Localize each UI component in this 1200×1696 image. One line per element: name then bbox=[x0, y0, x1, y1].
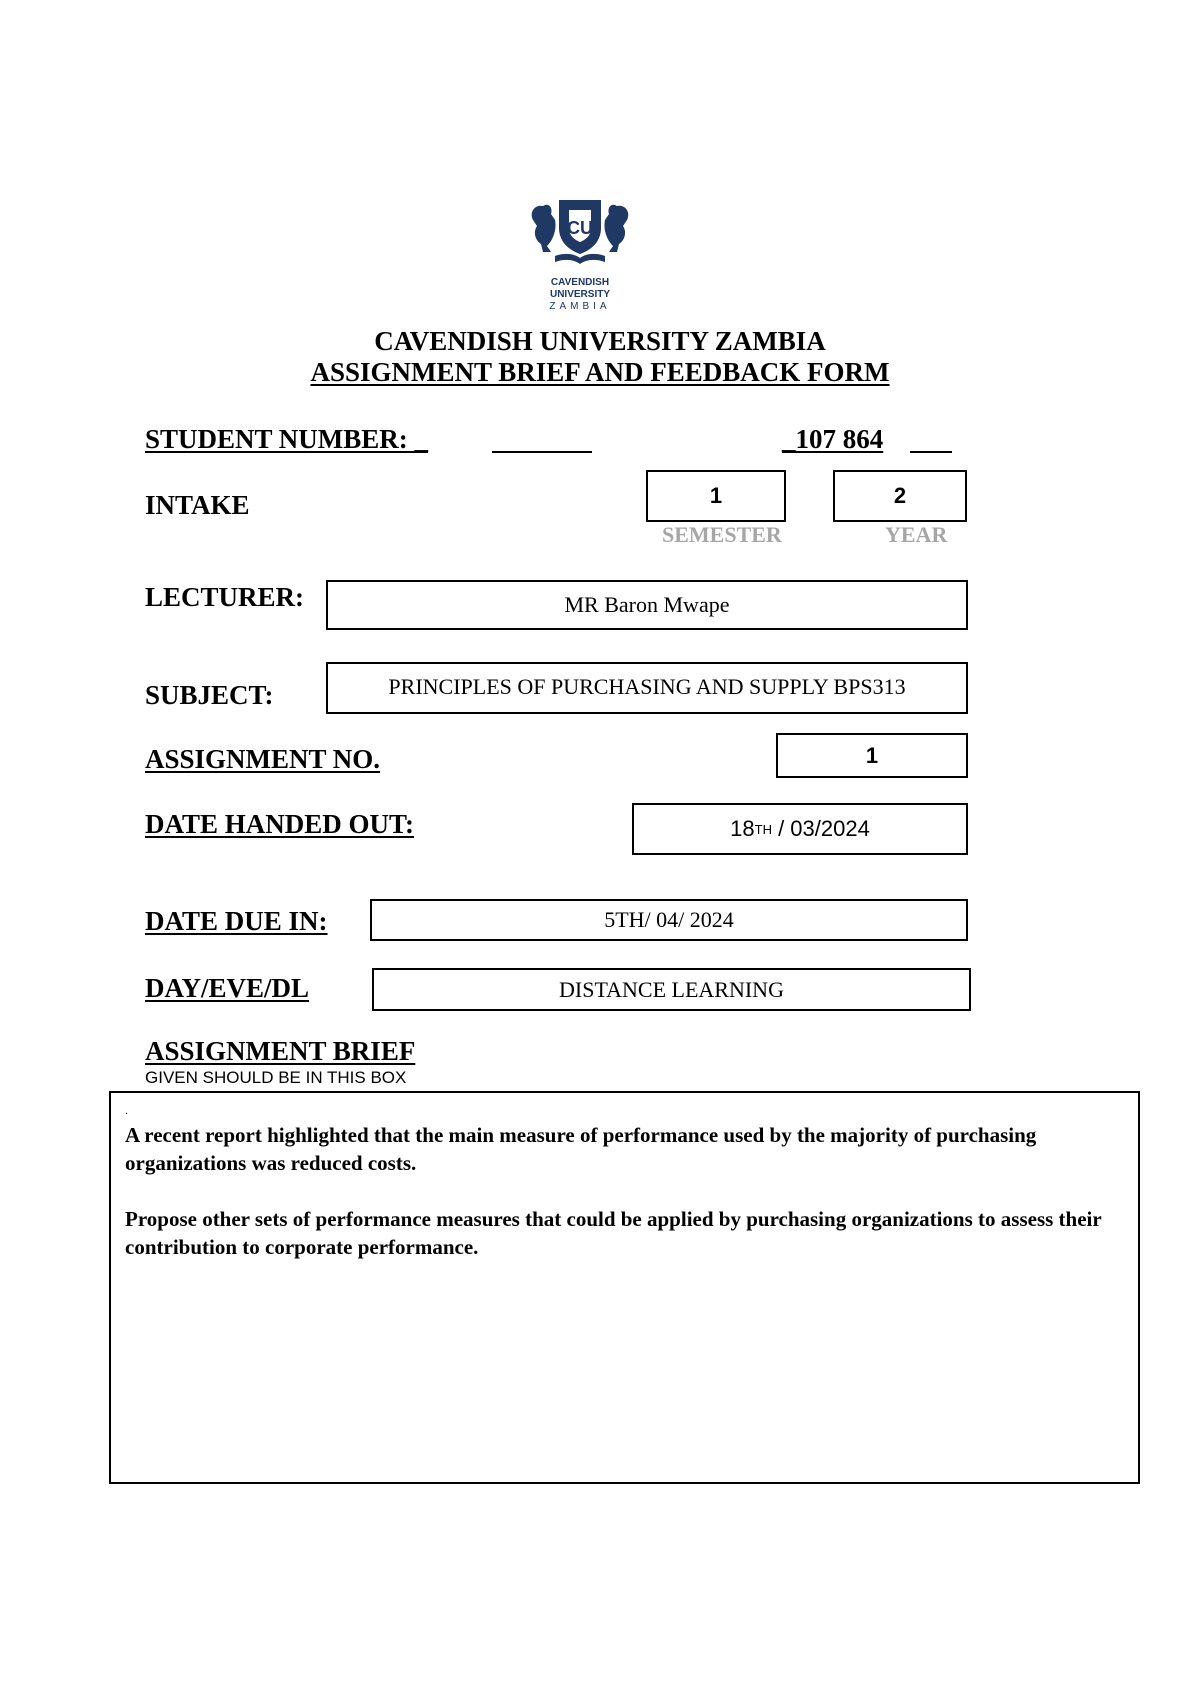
year-field[interactable]: 2 bbox=[833, 470, 967, 522]
student-number-label: STUDENT NUMBER: _ bbox=[145, 424, 429, 454]
crest-icon bbox=[525, 190, 635, 270]
study-mode-label: DAY/EVE/DL bbox=[145, 973, 310, 1003]
subject-label: SUBJECT: bbox=[145, 680, 274, 710]
date-handed-out-label: DATE HANDED OUT: bbox=[145, 809, 415, 839]
assignment-brief-note: GIVEN SHOULD BE IN THIS BOX bbox=[145, 1068, 407, 1087]
student-number-tail bbox=[910, 451, 952, 453]
page-title: CAVENDISH UNIVERSITY ZAMBIA bbox=[374, 326, 826, 356]
lecturer-label: LECTURER: bbox=[145, 582, 305, 612]
assignment-no-label: ASSIGNMENT NO. bbox=[145, 744, 381, 774]
brief-bullet: . bbox=[125, 1103, 128, 1117]
subject-field[interactable]: PRINCIPLES OF PURCHASING AND SUPPLY BPS313 bbox=[326, 662, 968, 714]
study-mode-field[interactable]: DISTANCE LEARNING bbox=[372, 968, 971, 1011]
assignment-brief-label: ASSIGNMENT BRIEF bbox=[145, 1036, 416, 1066]
date-out-suffix: TH bbox=[754, 821, 772, 837]
university-logo bbox=[525, 190, 635, 312]
logo-text: CAVENDISH UNIVERSITY ZAMBIA bbox=[549, 277, 611, 312]
date-out-rest: / 03/2024 bbox=[771, 816, 870, 841]
assignment-brief-box bbox=[109, 1091, 1140, 1484]
intake-label: INTAKE bbox=[145, 490, 250, 520]
date-due-label: DATE DUE IN: bbox=[145, 906, 328, 936]
date-out-day: 18 bbox=[730, 816, 755, 841]
brief-paragraph-2: Propose other sets of performance measures that could be applied by purchasing organizations to assess their contribution to corporate performance. bbox=[125, 1207, 1102, 1259]
student-number-blank bbox=[492, 451, 592, 453]
date-handed-out-field[interactable] bbox=[632, 803, 968, 855]
page-subtitle: ASSIGNMENT BRIEF AND FEEDBACK FORM bbox=[310, 357, 890, 387]
assignment-no-field[interactable]: 1 bbox=[776, 733, 968, 778]
svg-text:CU: CU bbox=[567, 218, 593, 238]
semester-field[interactable]: 1 bbox=[646, 470, 786, 522]
student-number-value: _107 864 bbox=[782, 424, 884, 454]
brief-paragraph-1: A recent report highlighted that the main measure of performance used by the majority of purchasing organizations was reduced costs. bbox=[125, 1123, 1037, 1175]
date-due-field[interactable]: 5TH/ 04/ 2024 bbox=[370, 899, 968, 941]
semester-label: SEMESTER bbox=[662, 522, 782, 547]
lecturer-field[interactable]: MR Baron Mwape bbox=[326, 580, 968, 630]
year-label: YEAR bbox=[885, 522, 948, 547]
